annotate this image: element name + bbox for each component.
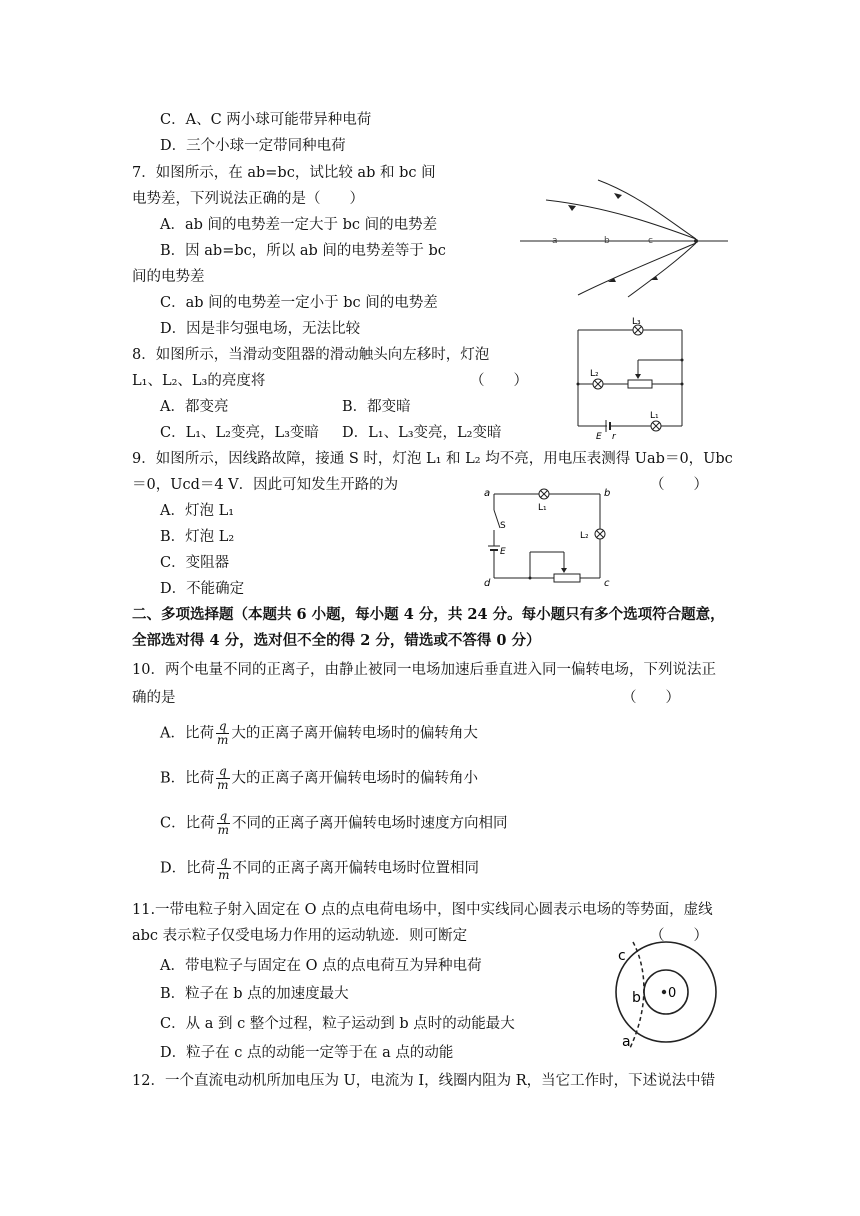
q11-option-a: A．带电粒子与固定在 O 点的点电荷互为异种电荷 <box>160 958 482 974</box>
q10-option-c: C．比荷 $\frac{q}{m}$ 不同的正离子离开偏转电场时速度方向相同 <box>160 809 508 837</box>
q11-option-b: B．粒子在 b 点的加速度最大 <box>160 986 349 1002</box>
q10-stem-line1: 10．两个电量不同的正离子，由静止被同一电场加速后垂直进入同一偏转电场，下列说法正 <box>132 662 716 678</box>
q10-option-a: A．比荷 $\frac{q}{m}$ 大的正离子离开偏转电场时的偏转角大 <box>160 719 478 747</box>
q9-option-a: A．灯泡 L₁ <box>160 503 235 519</box>
q7-option-d: D．因是非匀强电场，无法比较 <box>160 321 361 337</box>
q9-switch-label: S <box>500 521 506 531</box>
charge-mass-ratio: $\frac{q}{m}$ <box>217 809 229 837</box>
charge-mass-ratio: $\frac{q}{m}$ <box>218 854 230 882</box>
q7-option-b-line1: B．因 ab=bc，所以 ab 间的电势差等于 bc <box>160 243 446 259</box>
q9-answer-blank: （ ） <box>650 477 708 493</box>
q8-lamp-l3-label: L₃ <box>632 317 641 327</box>
q7-stem-line1: 7．如图所示，在 ab=bc，试比较 ab 和 bc 间 <box>132 165 436 181</box>
q7-option-c: C．ab 间的电势差一定小于 bc 间的电势差 <box>160 295 438 311</box>
q9-option-b: B．灯泡 L₂ <box>160 529 235 545</box>
q10-answer-blank: （ ） <box>622 690 680 706</box>
q11-option-d: D．粒子在 c 点的动能一定等于在 a 点的动能 <box>160 1045 454 1061</box>
q8-emf-label: E <box>596 432 602 440</box>
charge-mass-ratio: $\frac{q}{m}$ <box>217 764 229 792</box>
q11-option-c: C．从 a 到 c 整个过程，粒子运动到 b 点时的动能最大 <box>160 1016 515 1032</box>
q10-option-b: B．比荷 $\frac{q}{m}$ 大的正离子离开偏转电场时的偏转角小 <box>160 764 479 792</box>
q11-point-c: c <box>618 948 626 964</box>
section2-heading-line2: 全部选对得 4 分，选对但不全的得 2 分，错选或不答得 0 分） <box>132 632 541 649</box>
q11-point-a: a <box>622 1034 631 1050</box>
q8-stem-line2: L₁、L₂、L₃的亮度将 <box>132 373 266 389</box>
q7-stem-line2: 电势差，下列说法正确的是（ ） <box>132 191 364 207</box>
q11-point-b: b <box>632 990 641 1006</box>
q8-lamp-l1-label: L₁ <box>650 411 659 421</box>
q8-lamp-l2-label: L₂ <box>590 369 599 379</box>
q9-circuit-figure <box>480 482 620 592</box>
q8-circuit-figure <box>570 316 690 440</box>
q11-equipotential-figure <box>608 940 720 1050</box>
q9-option-c: C．变阻器 <box>160 555 230 571</box>
q7-point-a: a <box>552 236 558 246</box>
q6-option-d: D．三个小球一定带同种电荷 <box>160 138 346 154</box>
q9-emf-label: E <box>500 547 506 557</box>
q8-option-a: A．都变亮 <box>160 399 229 415</box>
q8-internal-resistance-label: r <box>612 432 616 440</box>
charge-mass-ratio: $\frac{q}{m}$ <box>216 719 229 747</box>
q9-option-d: D．不能确定 <box>160 581 245 597</box>
q9-stem-line2: ＝0，Ucd＝4 V．因此可知发生开路的为 <box>132 477 399 493</box>
q10-stem-line2: 确的是 <box>132 690 176 706</box>
q7-option-b-line2: 间的电势差 <box>132 269 205 285</box>
q7-option-a: A．ab 间的电势差一定大于 bc 间的电势差 <box>160 217 438 233</box>
q9-node-a: a <box>484 488 491 499</box>
q8-option-b: B．都变暗 <box>342 399 411 415</box>
q9-lamp-l2-label: L₂ <box>580 531 589 541</box>
q11-stem-line1: 11.一带电粒子射入固定在 O 点的点电荷电场中，图中实线同心圆表示电场的等势面，虚线 <box>132 902 713 918</box>
q9-lamp-l1-label: L₁ <box>538 503 547 513</box>
q8-stem-line1: 8．如图所示，当滑动变阻器的滑动触头向左移时，灯泡 <box>132 347 490 363</box>
q11-answer-blank: （ ） <box>650 928 708 944</box>
q11-stem-line2: abc 表示粒子仅受电场力作用的运动轨迹．则可断定 <box>132 928 468 944</box>
q9-stem-line1: 9．如图所示，因线路故障，接通 S 时，灯泡 L₁ 和 L₂ 均不亮，用电压表测得 Uab＝0，Ubc <box>132 451 733 467</box>
q8-answer-blank: （ ） <box>470 373 528 389</box>
q7-field-lines-figure <box>518 175 730 303</box>
q8-option-c: C．L₁、L₂变亮，L₃变暗 <box>160 425 319 441</box>
q7-point-b: b <box>604 236 610 246</box>
q9-node-c: c <box>604 578 610 589</box>
q7-point-c: c <box>648 236 653 246</box>
section2-heading-line1: 二、多项选择题（本题共 6 小题，每小题 4 分，共 24 分。每小题只有多个选项符合题意， <box>132 606 725 623</box>
q8-option-d: D．L₁、L₃变亮，L₂变暗 <box>342 425 502 441</box>
q11-point-o: 0 <box>668 986 677 1001</box>
q9-node-d: d <box>484 578 491 589</box>
q10-option-d: D．比荷 $\frac{q}{m}$ 不同的正离子离开偏转电场时位置相同 <box>160 854 480 882</box>
q12-stem-line1: 12．一个直流电动机所加电压为 U，电流为 I，线圈内阻为 R，当它工作时，下述说法中错 <box>132 1073 716 1089</box>
q6-option-c: C．A、C 两小球可能带异种电荷 <box>160 112 372 128</box>
q9-node-b: b <box>604 488 611 499</box>
